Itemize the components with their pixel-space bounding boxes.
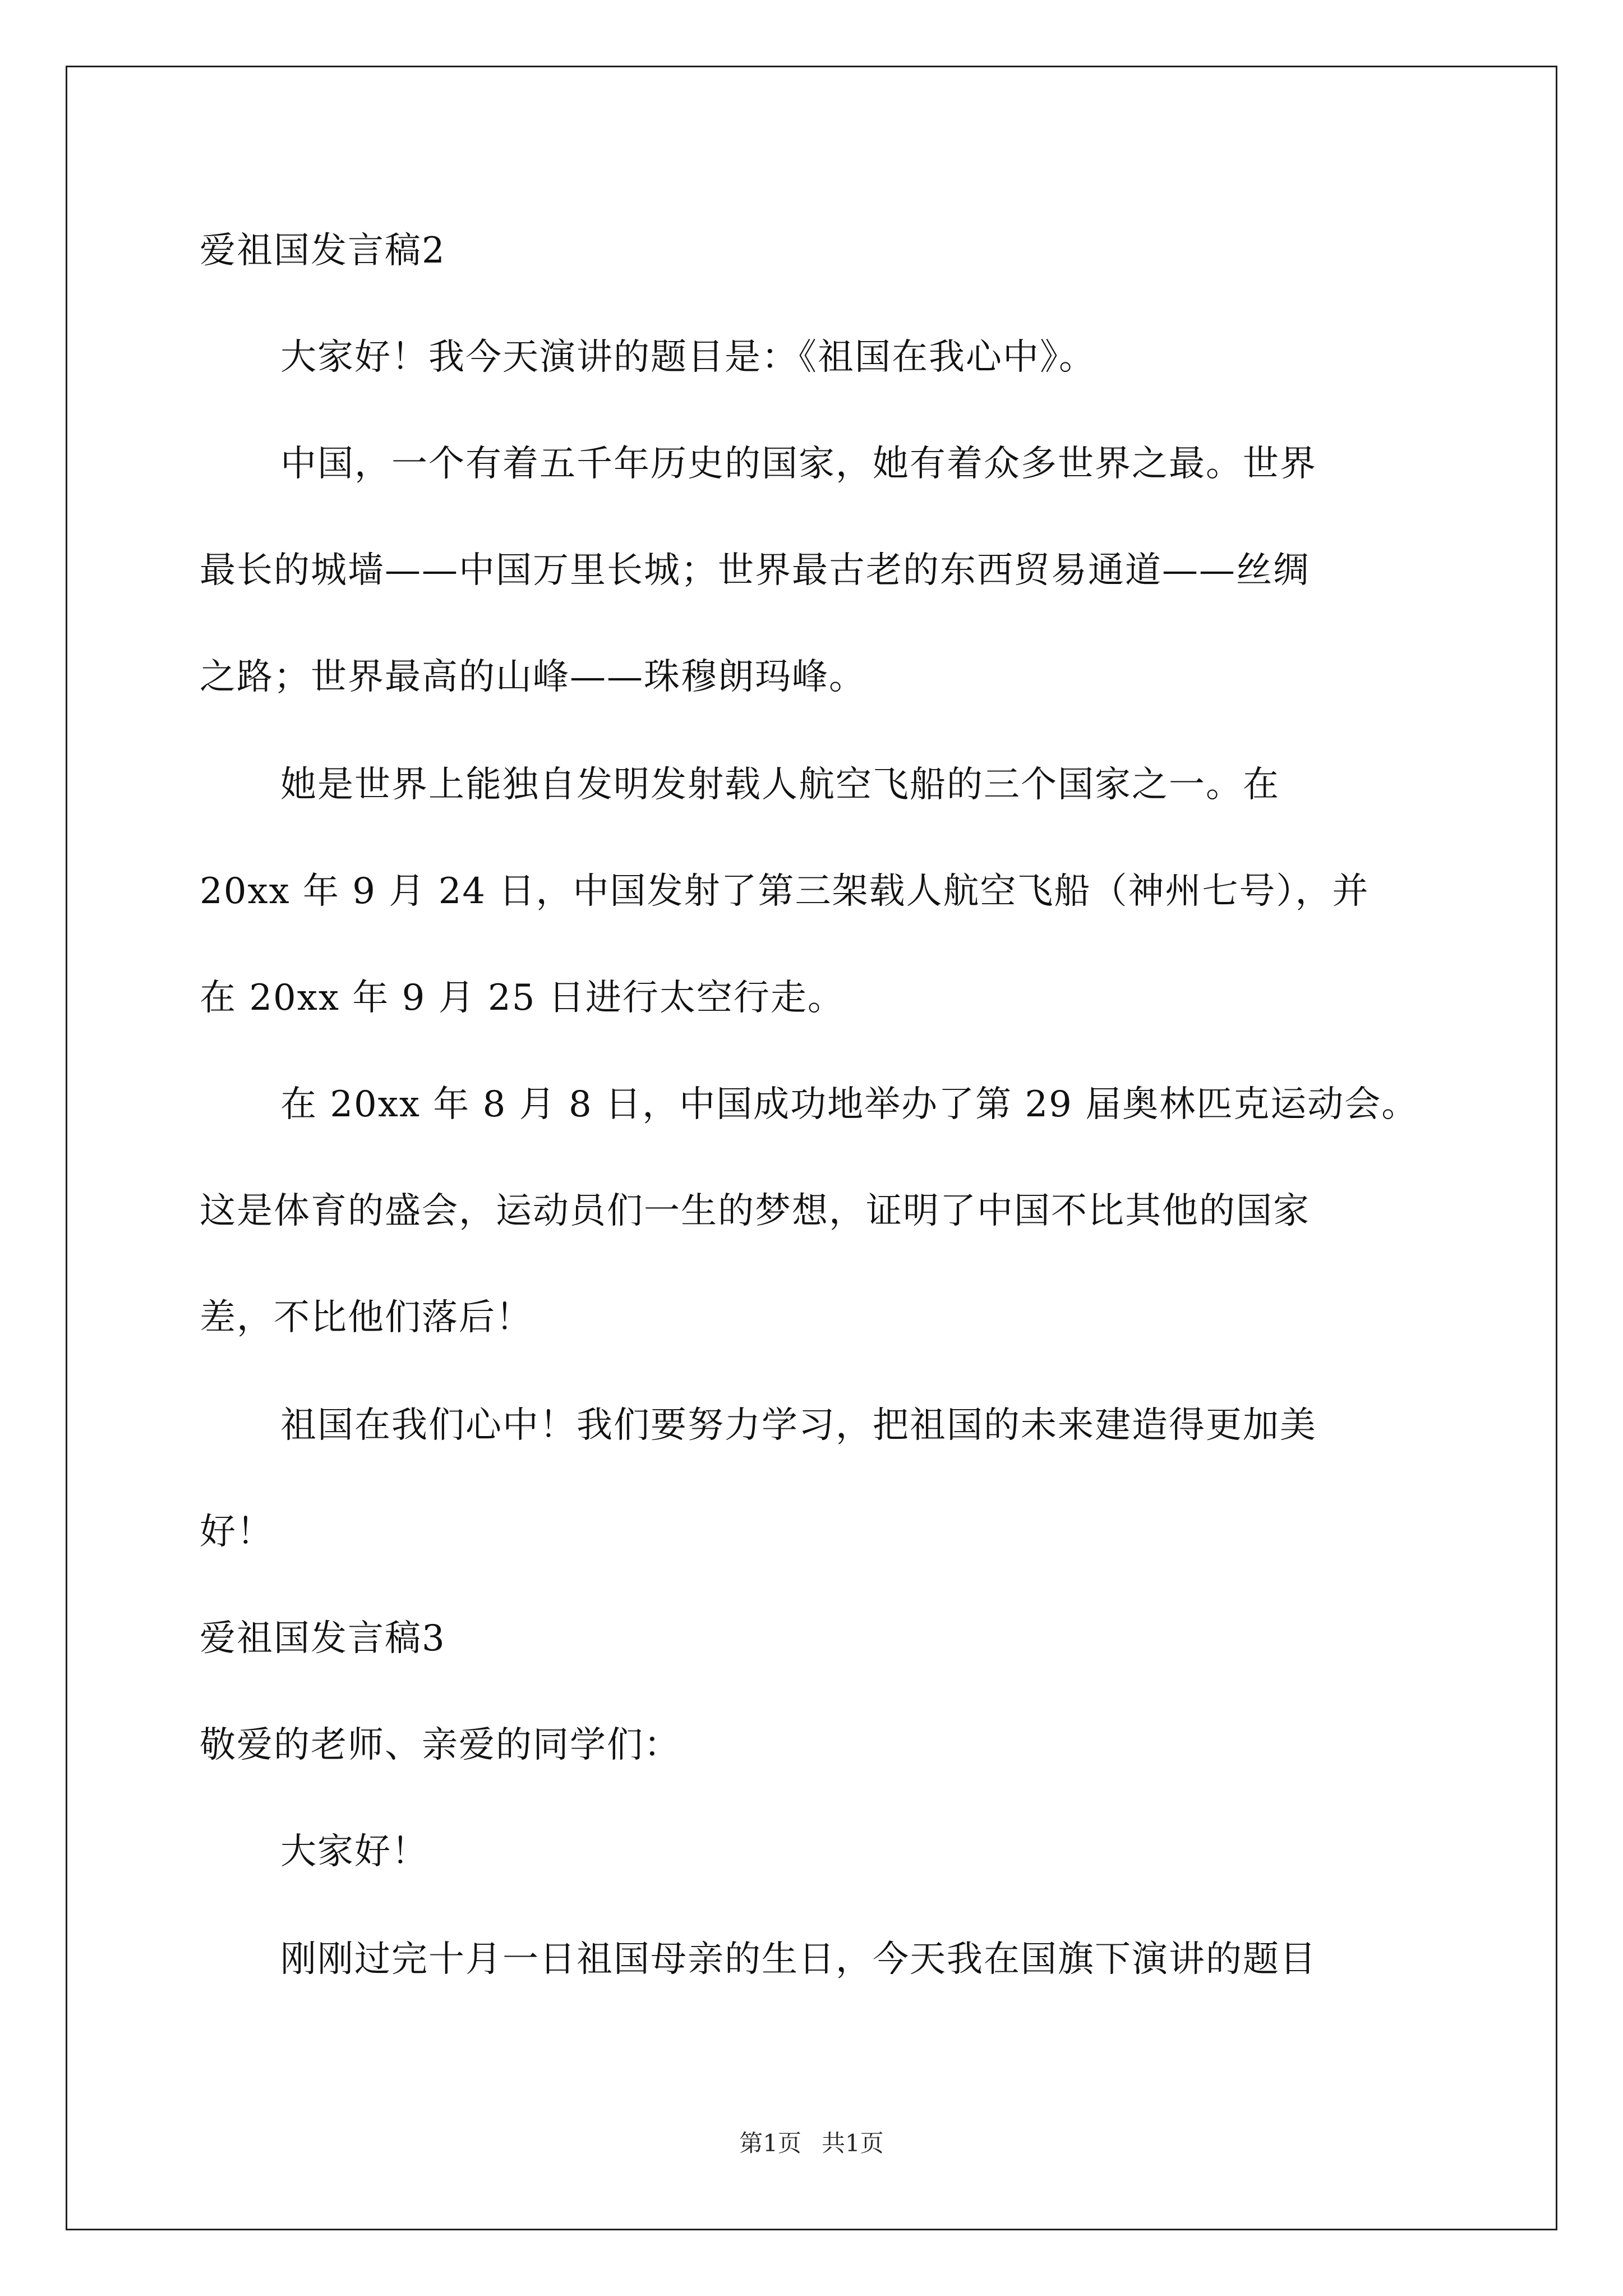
paragraph-line: 刚刚过完十月一日祖国母亲的生日，今天我在国旗下演讲的题目 xyxy=(280,1939,1317,1980)
page-footer xyxy=(0,2129,1623,2157)
paragraph-line: 中国，一个有着五千年历史的国家，她有着众多世界之最。世界 xyxy=(280,443,1317,485)
salutation: 敬爱的老师、亲爱的同学们： xyxy=(200,1724,681,1766)
paragraph-line: 在 20xx 年 8 月 8 日，中国成功地举办了第 29 届奥林匹克运动会。 xyxy=(280,1084,1419,1125)
paragraph-line: 差，不比他们落后！ xyxy=(200,1297,533,1338)
paragraph-line: 她是世界上能独自发明发射载人航空飞船的三个国家之一。在 xyxy=(280,764,1280,806)
paragraph-line: 20xx 年 9 月 24 日，中国发射了第三架载人航空飞船（神州七号），并 xyxy=(200,871,1370,912)
paragraph-line: 好！ xyxy=(200,1511,274,1553)
page-total: 共1页 xyxy=(822,2129,884,2157)
section-title-3: 爱祖国发言稿3 xyxy=(200,1618,446,1659)
greeting: 大家好！ xyxy=(280,1831,428,1872)
paragraph-line: 祖国在我们心中！我们要努力学习，把祖国的未来建造得更加美 xyxy=(280,1405,1317,1446)
paragraph-line: 之路；世界最高的山峰——珠穆朗玛峰。 xyxy=(200,656,866,698)
paragraph-line: 在 20xx 年 9 月 25 日进行太空行走。 xyxy=(200,977,845,1019)
greeting-paragraph: 大家好！我今天演讲的题目是：《祖国在我心中》。 xyxy=(280,337,1096,378)
paragraph-line: 这是体育的盛会，运动员们一生的梦想，证明了中国不比其他的国家 xyxy=(200,1190,1310,1232)
page-border xyxy=(66,66,1557,2230)
section-title-2: 爱祖国发言稿2 xyxy=(200,230,446,272)
paragraph-line: 最长的城墙——中国万里长城；世界最古老的东西贸易通道——丝绸 xyxy=(200,550,1310,591)
page-number: 第1页 xyxy=(739,2129,801,2157)
